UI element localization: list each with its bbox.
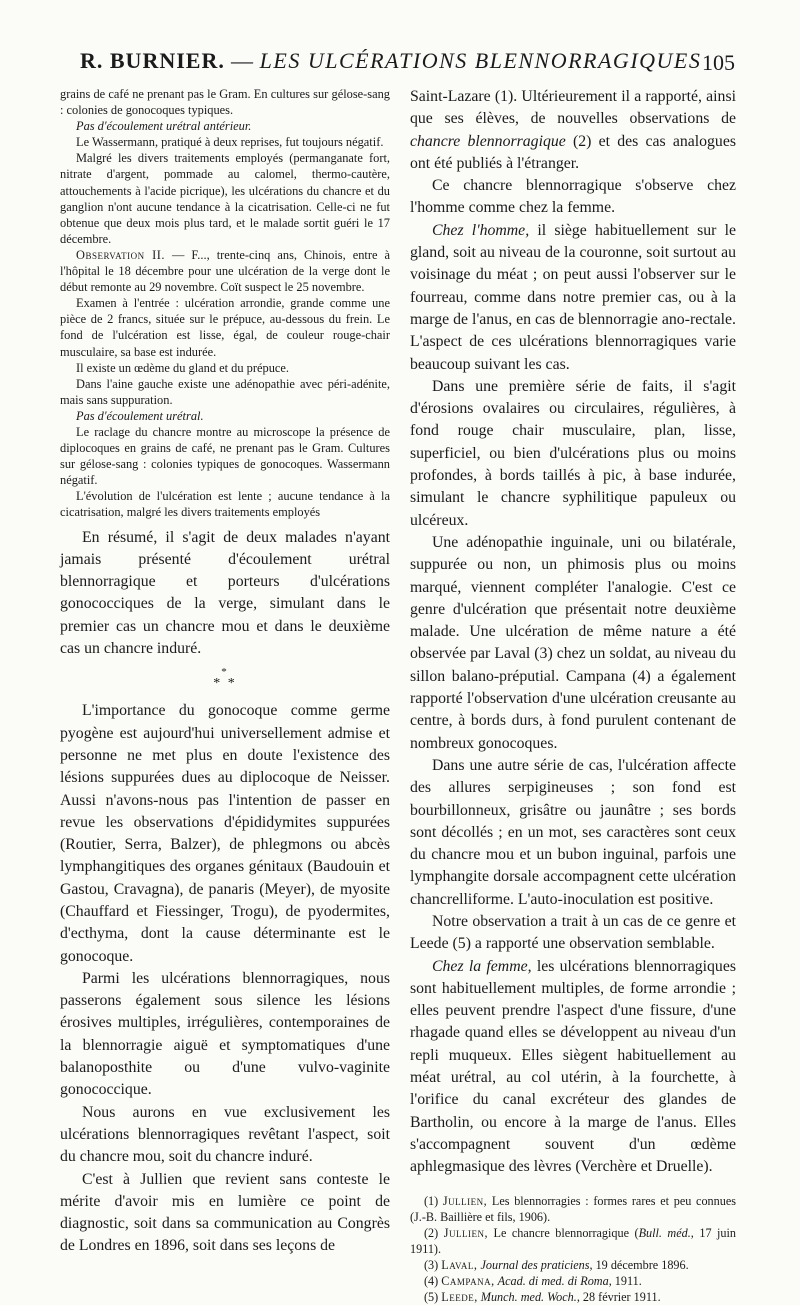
asterism-top: *: [221, 666, 229, 679]
paragraph: Ce chancre blennorragique s'observe chez l'homme comme chez la femme.: [410, 177, 736, 217]
footnote-author: Jullien,: [442, 1193, 488, 1208]
page-number: 105: [702, 50, 735, 75]
observation-text: — F..., trente-cinq ans, Chinois, entre à l'hôpital le 18 décembre pour une ulcération de la verge dont le début remonte au 29 novembre. Coït suspect le 25 novembre.: [60, 247, 390, 295]
paragraph: Parmi les ulcérations blennorragiques, nous passerons également sous silence les lésions érosives multiples, irrégulières, contemporaines de la blennorragie aiguë et symptomatiques d'une balanoposthite ou d'une vulvo-vaginite gonococcique.: [60, 969, 390, 1099]
footnote-author: Leede,: [441, 1289, 478, 1304]
footnote-author: Laval,: [441, 1257, 478, 1272]
paragraph: Le raclage du chancre montre au microscope la présence de diplocoques en grains de café, ne prenant pas le Gram. Cultures sur gélose-sang : colonies typiques de gonocoques. Wassermann négatif.: [60, 424, 390, 488]
section-asterism: [60, 668, 390, 691]
footnote-journal: Journal des praticiens: [480, 1257, 590, 1272]
paragraph: Examen à l'entrée : ulcération arrondie, grande comme une pièce de 2 francs, située sur le prépuce, au-dessous du frein. Le fond de l'ulcération est lisse, égal, de couleur rouge-chair musculaire, sa base est indurée.: [60, 296, 390, 359]
footnote-number: (5): [424, 1289, 439, 1304]
footnote: [410, 1193, 736, 1225]
footnote-journal: Acad. di med. di Roma: [497, 1273, 609, 1288]
paragraph: L'évolution de l'ulcération est lente ; aucune tendance à la cicatrisation, malgré les divers traitements employés: [60, 489, 390, 520]
header-separator: —: [224, 48, 260, 73]
paragraph: Une adénopathie inguinale, uni ou bilatérale, suppurée ou non, un phimosis plus ou moins marqué, viennent compléter l'analogie. C'est ce genre d'ulcération que présentait notre deuxième malade. Une ulcération de même nature a été observée par Laval (3) chez un soldat, au niveau du sillon balano-préputial. Campana (4) a également rapporté l'observation d'une ulcération creusante au centre, à bords durs, à fond purulent contenant de nombreux gonocoques.: [410, 533, 736, 752]
footnote-author: Campana,: [441, 1273, 495, 1288]
left-column: [60, 86, 390, 1258]
paragraph: Notre observation a trait à un cas de ce genre et Leede (5) a rapporté une observation semblable.: [410, 912, 736, 953]
header-subject: LES ULCÉRATIONS BLENNORRAGIQUES: [259, 48, 702, 73]
footnote-journal: Bull. méd.: [638, 1225, 691, 1240]
running-header: [80, 44, 735, 84]
asterism-bottom: * *: [213, 676, 237, 692]
observation-paragraph: [60, 247, 390, 295]
footnotes: [410, 1193, 736, 1305]
footnote: [410, 1273, 736, 1289]
paragraph: Pas d'écoulement urétral.: [76, 408, 204, 423]
italic-run: Chez la femme,: [432, 957, 532, 975]
footnote-text: Le chancre blennorragique (: [488, 1225, 639, 1240]
paragraph: L'importance du gonocoque comme germe pyogène est aujourd'hui universellement admise et personne ne met plus en doute l'existence des lésions suppurées dues au diplocoque de Neisser. Aussi n'avons-nous pas l'intention de passer en revue les observations d'épididymites suppurées (Routier, Serra, Balzer), de phlegmons ou abcès lymphangitiques des organes génitaux (Baudouin et Gastou, Cravagna), de panaris (Meyer), de myosite (Chauffard et Fiessinger, Trogu), de pyodermites, d'ecthyma, dont la cause déterminante est le gonocoque.: [60, 702, 390, 965]
footnote-text: Les blennorragies : formes rares et peu connues (J.-B. Baillière et fils, 1906).: [410, 1193, 736, 1224]
footnote-tail: , 1911.: [608, 1273, 642, 1288]
footnote-tail: , 28 février 1911.: [576, 1289, 661, 1304]
paragraph: [410, 956, 736, 1179]
footnote-number: (3): [424, 1257, 439, 1272]
footnote-author: Jullien,: [443, 1225, 488, 1240]
header-author: R. BURNIER.: [80, 48, 225, 73]
paragraph: grains de café ne prenant pas le Gram. En cultures sur gélose-sang : colonies de gonocoques typiques.: [60, 87, 390, 118]
footnote-tail: , 19 décembre 1896.: [589, 1257, 689, 1272]
paragraph: [410, 220, 736, 376]
paragraph: Pas d'écoulement urétral antérieur.: [76, 119, 252, 134]
observation-label: Observation II.: [76, 247, 165, 262]
footnote-number: (4): [424, 1273, 439, 1288]
footnote-journal: Munch. med. Woch.: [480, 1289, 577, 1304]
text-run: Saint-Lazare (1). Ultérieurement il a rapporté, ainsi que ses élèves, de nouvelles observations de: [410, 88, 736, 128]
italic-run: Chez l'homme,: [432, 221, 530, 239]
paragraph: Nous aurons en vue exclusivement les ulcérations blennorragiques revêtant l'aspect, soit du chancre mou, soit du chancre induré.: [60, 1103, 390, 1166]
paragraph: C'est à Jullien que revient sans conteste le mérite d'avoir mis en lumière ce point de diagnostic, soit dans sa communication au Congrès de Londres en 1896, soit dans ses leçons de: [60, 1170, 390, 1255]
footnote-number: (2): [424, 1225, 439, 1240]
paragraph: Dans l'aine gauche existe une adénopathie avec péri-adénite, mais sans suppuration.: [60, 376, 390, 407]
footnote: [410, 1257, 736, 1273]
footnote-number: (1): [424, 1193, 439, 1208]
paragraph: Le Wassermann, pratiqué à deux reprises, fut toujours négatif.: [76, 135, 384, 150]
footnote: [410, 1289, 736, 1305]
paragraph: Il existe un œdème du gland et du prépuce.: [76, 360, 289, 375]
text-run: il siège habituellement sur le gland, soit au niveau de la couronne, soit surtout au voisinage du méat ; on peut aussi l'observer sur le fourreau, comme dans notre premier cas, ou à la marge de l'anus, en cas de blennorragie ano-rectale. L'aspect de ces ulcérations blennorragiques varie beaucoup suivant les cas.: [410, 221, 737, 373]
paragraph: Dans une autre série de cas, l'ulcération affecte des allures serpigineuses ; son fond est bourbillonneux, grisâtre ou jaunâtre ; ses bords sont décollés ; en un mot, ses caractères sont ceux du chancre mou et un bubon inguinal, parfois une lymphangite dorsale accompagnent cette ulcération chancrelliforme. L'auto-inoculation est positive.: [410, 756, 736, 908]
footnote-tail: , 17 juin 1911).: [410, 1225, 736, 1256]
text-run: (2) et des cas analogues ont été publiés à l'étranger.: [410, 132, 736, 172]
right-column: [410, 86, 736, 1305]
paragraph: Malgré les divers traitements employés (permanganate fort, nitrate d'argent, pommade au calomel, thermo-cautère, attouchements à l'acide picrique), les ulcérations du chancre et du ganglion n'ont aucune tendance à la cicatrisation. Celle-ci ne fut obtenue que deux mois plus tard, et le malade sortit guéri le 17 décembre.: [60, 151, 390, 246]
summary-paragraph: En résumé, il s'agit de deux malades n'ayant jamais présenté d'écoulement urétral blennorragique et porteurs d'ulcérations gonococciques de la verge, simulant dans le premier cas un chancre mou et dans le deuxième cas un chancre induré.: [60, 528, 390, 658]
paragraph: [410, 86, 736, 175]
header-title: [80, 48, 702, 74]
italic-run: chancre blennorragique: [410, 132, 566, 150]
paragraph: Dans une première série de faits, il s'agit d'érosions ovalaires ou circulaires, régulières, à fond rouge chair musculaire, plan, lisse, superficiel, ou bien d'ulcérations plus ou moins profondes, à bords taillés à pic, à base indurée, simulant le chancre syphilitique papuleux ou ulcéreux.: [410, 377, 736, 529]
footnote: [410, 1225, 736, 1257]
text-run: les ulcérations blennorragiques sont habituellement multiples, de forme arrondie ; elles peuvent prendre l'aspect d'une fissure, d'une rhagade quand elles se développent au niveau d'un repli muqueux. Elles siègent habituellement au méat urétral, au col utérin, à la fourchette, à l'orifice du canal excréteur des glandes de Bartholin, ou encore à la marge de l'anus. Elles s'accompagnent souvent d'un œdème aphlegmasique des lèvres (Verchère et Druelle).: [410, 957, 736, 1176]
